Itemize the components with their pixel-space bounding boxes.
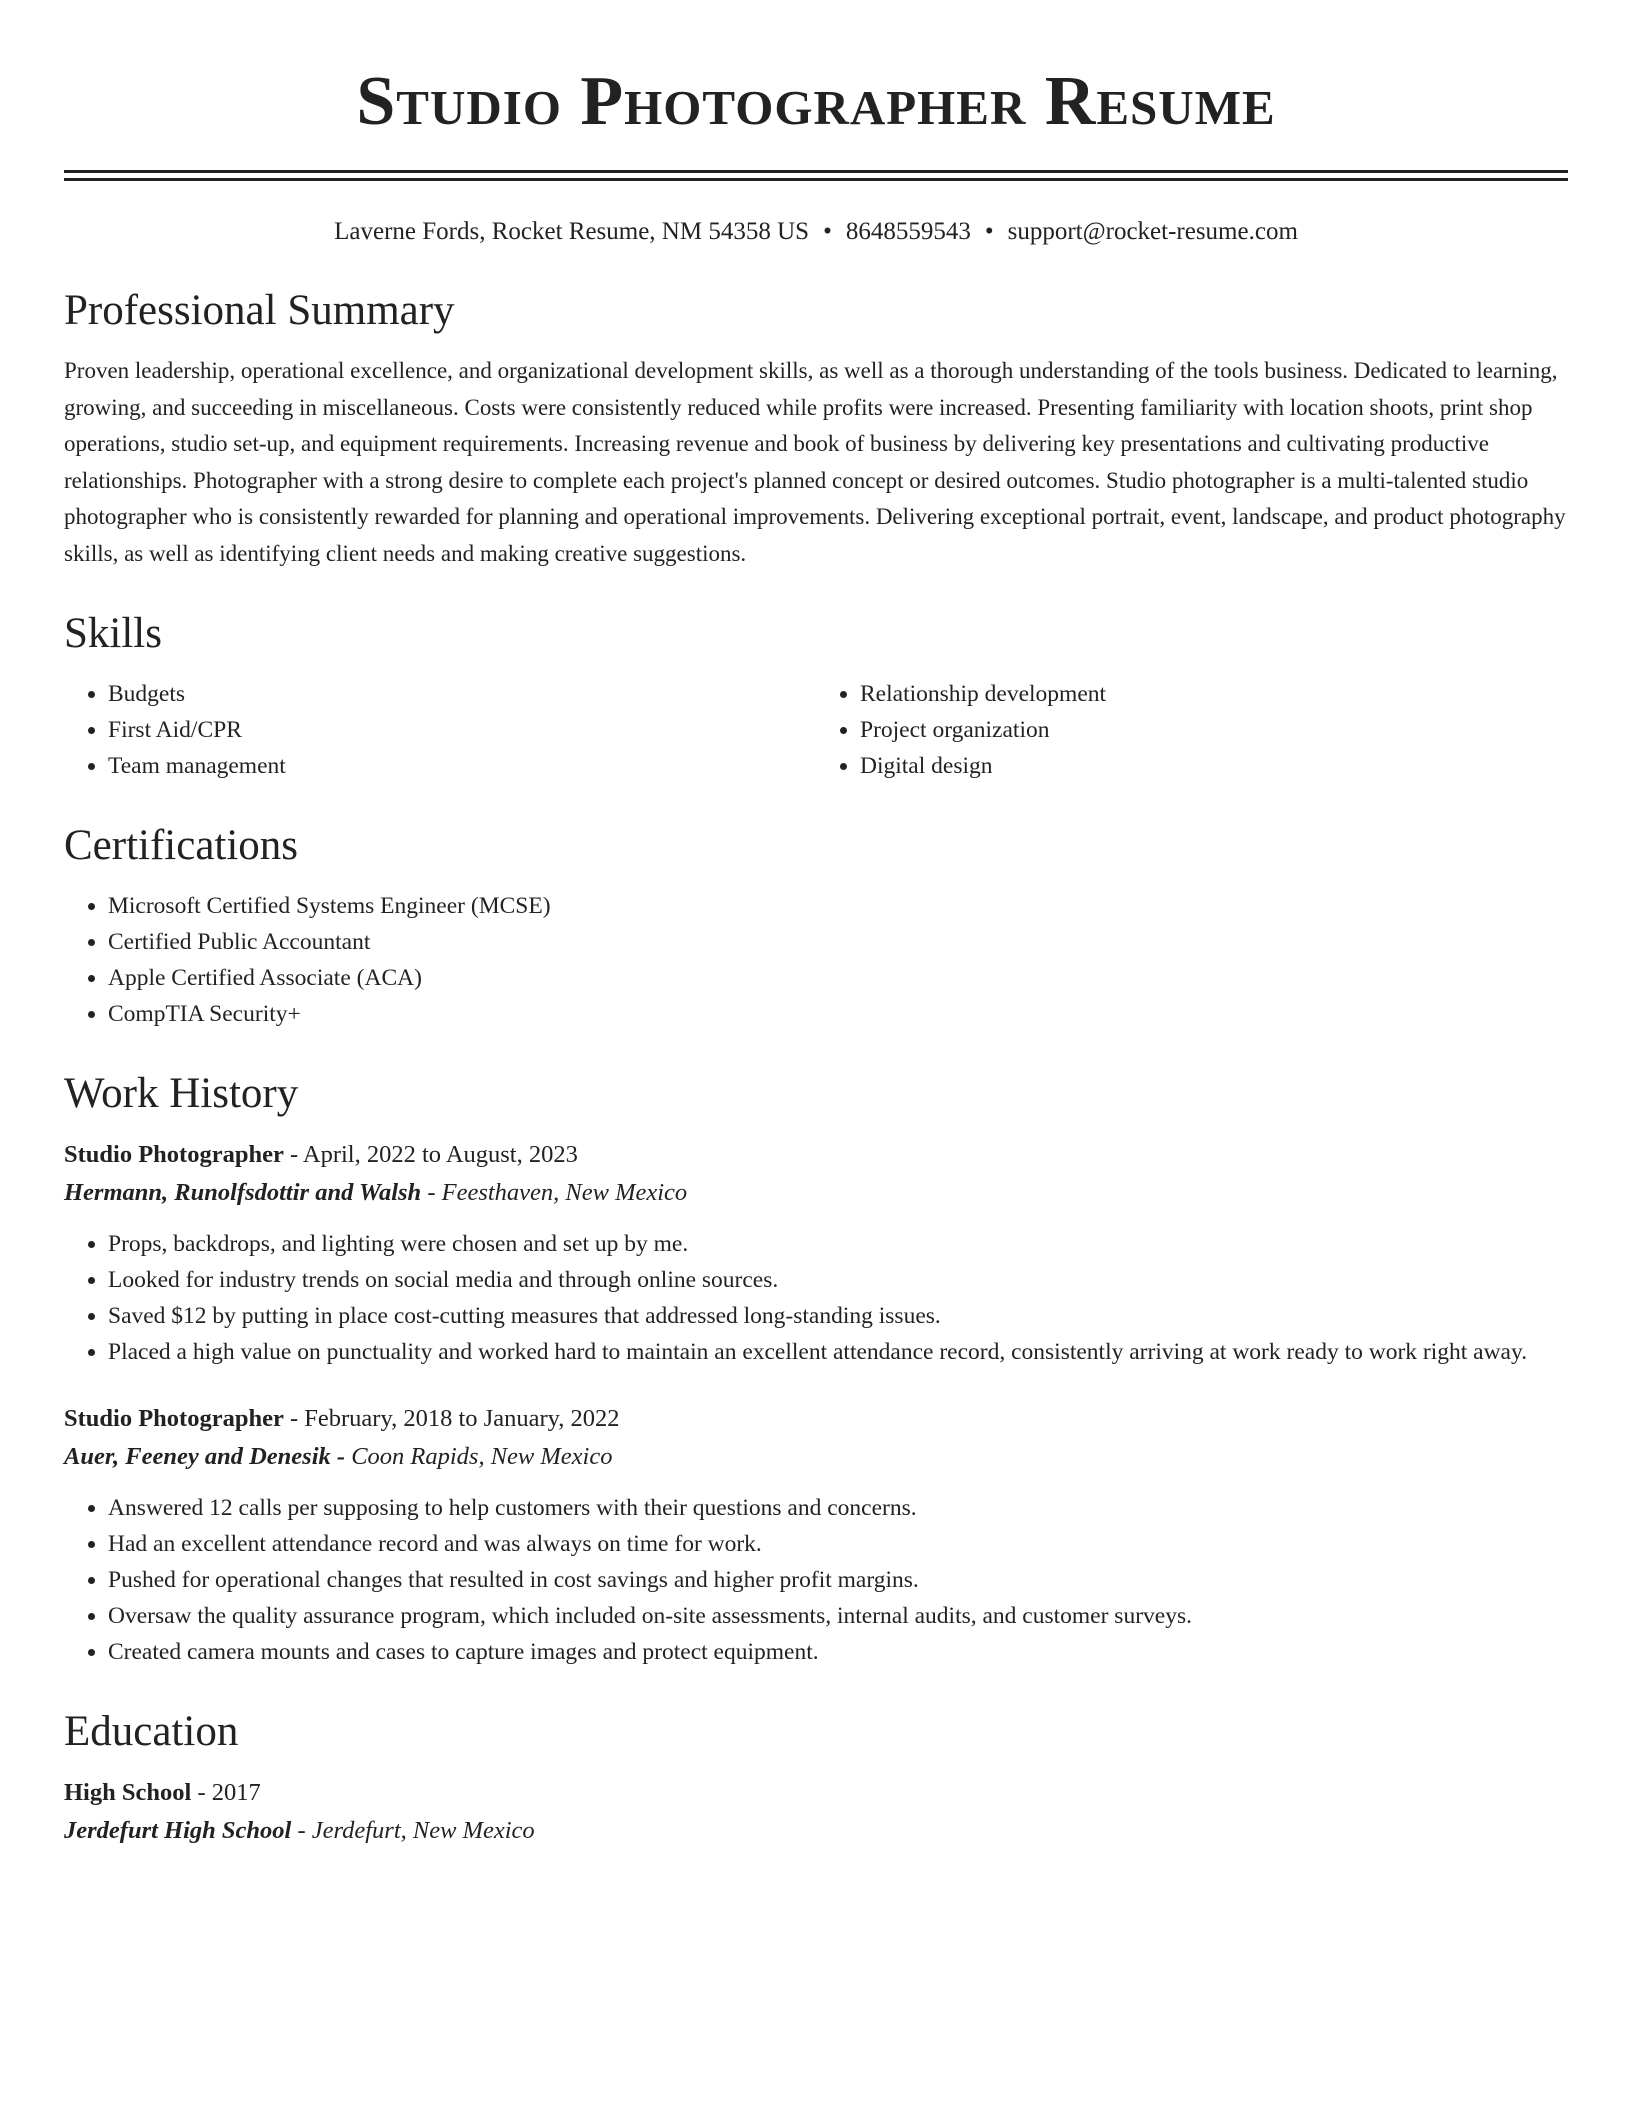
education-school-line: [64, 1812, 1568, 1850]
contact-phone: 8648559543: [845, 218, 971, 245]
education-heading: Education: [64, 1708, 239, 1755]
education-school: Jerdefurt High School: [64, 1817, 292, 1844]
job-title: Studio Photographer: [64, 1405, 284, 1432]
job-location: Coon Rapids, New Mexico: [345, 1443, 613, 1470]
skills-list-right: [816, 676, 1568, 784]
summary-heading: Professional Summary: [64, 287, 455, 334]
job-bullet: • Had an excellent attendance record and was always on time for work.: [108, 1526, 1568, 1562]
education-year: - 2017: [191, 1779, 261, 1806]
job-bullet: • Oversaw the quality assurance program, which included on-site assessments, internal audits, and customer surveys.: [108, 1598, 1568, 1634]
skill-item: • Relationship development: [860, 676, 1568, 712]
education-entry: [64, 1774, 1568, 1850]
job-bullet: • Placed a high value on punctuality and worked hard to maintain an excellent attendance record, consistently arriving at work ready to work right away.: [108, 1334, 1568, 1370]
job-entry: [64, 1136, 1568, 1370]
resume-title: Studio Photographer Resume: [356, 63, 1276, 140]
job-title-line: [64, 1400, 1568, 1438]
job-bullet: • Created camera mounts and cases to capture images and protect equipment.: [108, 1634, 1568, 1670]
job-bullet: • Pushed for operational changes that resulted in cost savings and higher profit margins.: [108, 1562, 1568, 1598]
title-double-rule: [64, 170, 1568, 181]
job-bullets: [64, 1226, 1568, 1370]
job-bullet: • Props, backdrops, and lighting were chosen and set up by me.: [108, 1226, 1568, 1262]
skills-grid: [64, 676, 1568, 784]
job-dates: - February, 2018 to January, 2022: [283, 1405, 620, 1432]
education-degree-line: [64, 1774, 1568, 1812]
job-bullet: • Saved $12 by putting in place cost-cutting measures that addressed long-standing issues.: [108, 1298, 1568, 1334]
certifications-list: [64, 888, 1568, 1032]
contact-email: support@rocket-resume.com: [1007, 218, 1298, 245]
skill-item: • Project organization: [860, 712, 1568, 748]
summary-text: Proven leadership, operational excellence, and organizational development skills, as well as a thorough understanding of the tools business. Dedicated to learning, growing, and succeeding in miscellaneous. Costs were consistently reduced while profits were increased. Presenting familiarity with location shoots, print shop operations, studio set-up, and equipment requirements. Increasing revenue and book of business by delivering key presentations and cultivating productive relationships. Photographer with a strong desire to complete each project's planned concept or desired outcomes. Studio photographer is a multi-talented studio photographer who is consistently rewarded for planning and operational improvements. Delivering exceptional portrait, event, landscape, and product photography skills, as well as identifying client needs and making creative suggestions.: [64, 358, 1566, 566]
job-location: - Feesthaven, New Mexico: [421, 1179, 688, 1206]
contact-separator: •: [984, 218, 994, 245]
job-entry: [64, 1400, 1568, 1670]
contact-address: Laverne Fords, Rocket Resume, NM 54358 US: [334, 218, 810, 245]
skills-list-left: [64, 676, 816, 784]
job-title: Studio Photographer: [64, 1141, 284, 1168]
certification-item: • CompTIA Security+: [108, 996, 1568, 1032]
certification-item: • Certified Public Accountant: [108, 924, 1568, 960]
job-company-line: [64, 1174, 1568, 1212]
skill-item: • Digital design: [860, 748, 1568, 784]
education-degree: High School: [64, 1779, 192, 1806]
contact-separator: •: [823, 218, 832, 245]
skill-item: • Team management: [108, 748, 816, 784]
job-company: Hermann, Runolfsdottir and Walsh: [64, 1179, 422, 1206]
skill-item: • First Aid/CPR: [108, 712, 816, 748]
skills-heading: Skills: [64, 610, 162, 657]
job-bullets: [64, 1490, 1568, 1670]
job-title-line: [64, 1136, 1568, 1174]
skill-item: • Budgets: [108, 676, 816, 712]
job-dates: - April, 2022 to August, 2023: [283, 1141, 578, 1168]
job-company-line: [64, 1438, 1568, 1476]
job-bullet: • Answered 12 calls per supposing to help customers with their questions and concerns.: [108, 1490, 1568, 1526]
job-bullet: • Looked for industry trends on social media and through online sources.: [108, 1262, 1568, 1298]
education-location: - Jerdefurt, New Mexico: [291, 1817, 535, 1844]
certification-item: • Apple Certified Associate (ACA): [108, 960, 1568, 996]
job-company: Auer, Feeney and Denesik -: [64, 1443, 346, 1470]
certification-item: • Microsoft Certified Systems Engineer (MCSE): [108, 888, 1568, 924]
work-history-heading: Work History: [64, 1070, 299, 1117]
contact-line: [64, 215, 1568, 249]
certifications-heading: Certifications: [64, 822, 299, 869]
